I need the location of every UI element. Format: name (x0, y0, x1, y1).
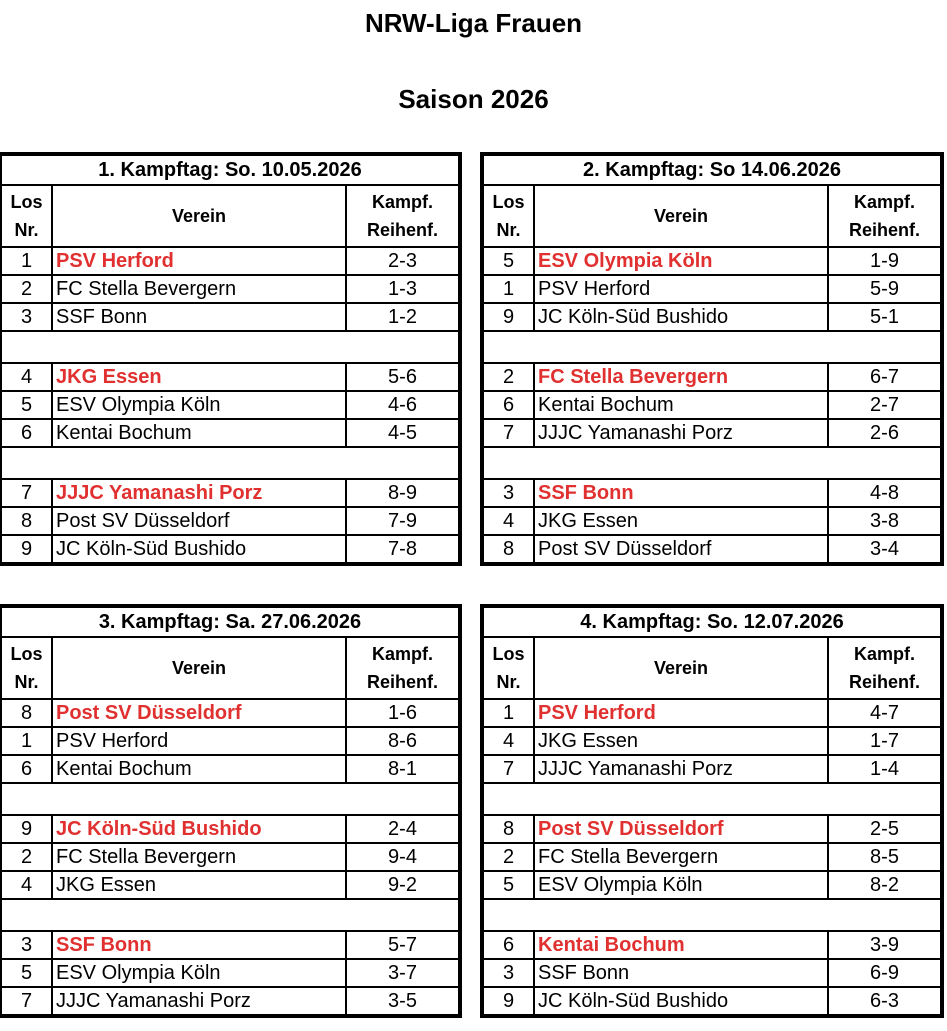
fight-order-cell: 8-6 (346, 727, 460, 755)
club-name-cell: PSV Herford (52, 727, 346, 755)
club-name-cell: Post SV Düsseldorf (534, 535, 828, 564)
los-nr-cell: 5 (482, 247, 534, 275)
club-name-cell: ESV Olympia Köln (52, 391, 346, 419)
table-row (0, 843, 460, 871)
fight-order-cell: 2-5 (828, 815, 942, 843)
table-row (482, 843, 942, 871)
group-spacer (0, 783, 460, 815)
column-header-los-line2: Nr. (14, 672, 39, 692)
club-name-cell: Kentai Bochum (52, 755, 346, 783)
los-nr-cell: 8 (482, 535, 534, 564)
group-spacer-cell (482, 331, 942, 363)
los-nr-cell: 7 (482, 755, 534, 783)
fight-order-cell: 2-4 (346, 815, 460, 843)
fight-order-cell: 4-6 (346, 391, 460, 419)
kampftag-table (480, 152, 944, 566)
los-nr-cell: 5 (0, 959, 52, 987)
fight-order-cell: 7-9 (346, 507, 460, 535)
table-row (482, 755, 942, 783)
table-row (482, 727, 942, 755)
table-row (482, 275, 942, 303)
club-name-cell: JKG Essen (534, 507, 828, 535)
club-name-cell: ESV Olympia Köln (534, 871, 828, 899)
club-name-cell: ESV Olympia Köln (52, 959, 346, 987)
kampftag-title: 2. Kampftag: So 14.06.2026 (482, 154, 942, 185)
los-nr-cell: 9 (482, 303, 534, 331)
kampftag-title: 1. Kampftag: So. 10.05.2026 (0, 154, 460, 185)
group-spacer-cell (0, 331, 460, 363)
fight-order-cell: 5-1 (828, 303, 942, 331)
club-name-cell: SSF Bonn (534, 959, 828, 987)
fight-order-cell: 9-2 (346, 871, 460, 899)
column-header-kampf-line2: Reihenf. (366, 672, 438, 692)
kampftag-4-block (480, 604, 944, 1018)
los-nr-cell: 2 (482, 363, 534, 391)
group-spacer (482, 447, 942, 479)
column-header-kampf-line1: Kampf. (371, 192, 433, 212)
fight-order-cell: 4-5 (346, 419, 460, 447)
column-header-los (0, 637, 52, 699)
club-name-cell: JKG Essen (52, 871, 346, 899)
los-nr-cell: 6 (0, 419, 52, 447)
los-nr-cell: 9 (0, 535, 52, 564)
club-name-cell: FC Stella Bevergern (534, 363, 828, 391)
fight-order-cell: 1-2 (346, 303, 460, 331)
column-header-los (482, 637, 534, 699)
fight-order-cell: 8-5 (828, 843, 942, 871)
table-row (0, 275, 460, 303)
table-row (482, 959, 942, 987)
table-row (0, 987, 460, 1016)
club-name-cell: FC Stella Bevergern (534, 843, 828, 871)
fight-order-cell: 6-9 (828, 959, 942, 987)
group-spacer (482, 331, 942, 363)
kampftag-3-block (0, 604, 462, 1018)
los-nr-cell: 4 (0, 871, 52, 899)
fight-order-cell: 3-4 (828, 535, 942, 564)
table-row-host (0, 479, 460, 507)
kampftag-table (0, 152, 462, 566)
los-nr-cell: 5 (0, 391, 52, 419)
fight-order-cell: 2-6 (828, 419, 942, 447)
fight-order-cell: 6-3 (828, 987, 942, 1016)
fight-order-cell: 8-2 (828, 871, 942, 899)
club-name-cell: Kentai Bochum (52, 419, 346, 447)
table-row-host (0, 363, 460, 391)
column-header-kampf-line1: Kampf. (853, 644, 915, 664)
table-row-host (482, 815, 942, 843)
los-nr-cell: 7 (482, 419, 534, 447)
fight-order-cell: 3-9 (828, 931, 942, 959)
table-row-host (482, 931, 942, 959)
column-header-verein: Verein (534, 637, 828, 699)
column-header-los (0, 185, 52, 247)
table-row (482, 419, 942, 447)
los-nr-cell: 5 (482, 871, 534, 899)
club-name-cell: SSF Bonn (52, 931, 346, 959)
group-spacer-cell (0, 899, 460, 931)
los-nr-cell: 6 (482, 391, 534, 419)
los-nr-cell: 3 (0, 303, 52, 331)
fight-order-cell: 4-7 (828, 699, 942, 727)
fight-order-cell: 3-8 (828, 507, 942, 535)
group-spacer-cell (0, 447, 460, 479)
table-row (482, 391, 942, 419)
column-header-kampf (828, 185, 942, 247)
table-row (482, 871, 942, 899)
club-name-cell: Post SV Düsseldorf (534, 815, 828, 843)
club-name-cell: Post SV Düsseldorf (52, 699, 346, 727)
kampftag-table (0, 604, 462, 1018)
column-header-kampf-line2: Reihenf. (848, 672, 920, 692)
fight-order-cell: 1-4 (828, 755, 942, 783)
season-title: Saison 2026 (398, 84, 549, 114)
column-header-los-line2: Nr. (496, 220, 521, 240)
los-nr-cell: 2 (482, 843, 534, 871)
table-row-host (0, 247, 460, 275)
los-nr-cell: 3 (482, 959, 534, 987)
los-nr-cell: 4 (0, 363, 52, 391)
table-row-host (0, 931, 460, 959)
fight-order-cell: 1-9 (828, 247, 942, 275)
fight-order-cell: 1-3 (346, 275, 460, 303)
group-spacer (0, 331, 460, 363)
group-spacer (482, 899, 942, 931)
group-spacer (0, 447, 460, 479)
fight-order-cell: 3-7 (346, 959, 460, 987)
column-header-kampf (346, 185, 460, 247)
column-header-verein: Verein (52, 637, 346, 699)
los-nr-cell: 8 (482, 815, 534, 843)
los-nr-cell: 9 (482, 987, 534, 1016)
club-name-cell: SSF Bonn (52, 303, 346, 331)
column-header-los-line2: Nr. (496, 672, 521, 692)
los-nr-cell: 2 (0, 275, 52, 303)
column-header-los (482, 185, 534, 247)
club-name-cell: Kentai Bochum (534, 931, 828, 959)
fight-order-cell: 2-7 (828, 391, 942, 419)
column-header-kampf-line1: Kampf. (853, 192, 915, 212)
kampftag-table (480, 604, 944, 1018)
column-header-los-line1: Los (492, 192, 525, 212)
fight-order-cell: 2-3 (346, 247, 460, 275)
club-name-cell: PSV Herford (534, 275, 828, 303)
column-header-verein: Verein (534, 185, 828, 247)
kampftag-title: 4. Kampftag: So. 12.07.2026 (482, 606, 942, 637)
club-name-cell: ESV Olympia Köln (534, 247, 828, 275)
table-row (0, 959, 460, 987)
kampftag-1-block (0, 152, 462, 566)
table-row-host (0, 699, 460, 727)
fight-order-cell: 5-7 (346, 931, 460, 959)
club-name-cell: FC Stella Bevergern (52, 843, 346, 871)
club-name-cell: SSF Bonn (534, 479, 828, 507)
table-row (0, 755, 460, 783)
los-nr-cell: 9 (0, 815, 52, 843)
table-row (0, 303, 460, 331)
club-name-cell: Post SV Düsseldorf (52, 507, 346, 535)
club-name-cell: JC Köln-Süd Bushido (534, 303, 828, 331)
club-name-cell: PSV Herford (52, 247, 346, 275)
fight-order-cell: 4-8 (828, 479, 942, 507)
club-name-cell: JC Köln-Süd Bushido (52, 535, 346, 564)
group-spacer-cell (0, 783, 460, 815)
fight-order-cell: 9-4 (346, 843, 460, 871)
kampftag-2-block (480, 152, 944, 566)
table-row (0, 391, 460, 419)
column-header-kampf (346, 637, 460, 699)
club-name-cell: PSV Herford (534, 699, 828, 727)
group-spacer (0, 899, 460, 931)
los-nr-cell: 1 (0, 727, 52, 755)
los-nr-cell: 4 (482, 727, 534, 755)
los-nr-cell: 8 (0, 699, 52, 727)
fight-order-cell: 6-7 (828, 363, 942, 391)
table-row (0, 727, 460, 755)
los-nr-cell: 1 (482, 699, 534, 727)
group-spacer-cell (482, 447, 942, 479)
club-name-cell: JJJC Yamanashi Porz (534, 755, 828, 783)
los-nr-cell: 7 (0, 479, 52, 507)
los-nr-cell: 1 (0, 247, 52, 275)
los-nr-cell: 3 (0, 931, 52, 959)
club-name-cell: JJJC Yamanashi Porz (52, 479, 346, 507)
club-name-cell: FC Stella Bevergern (52, 275, 346, 303)
column-header-kampf (828, 637, 942, 699)
table-row (0, 419, 460, 447)
group-spacer-cell (482, 899, 942, 931)
fight-order-cell: 5-6 (346, 363, 460, 391)
fight-order-cell: 8-9 (346, 479, 460, 507)
club-name-cell: JKG Essen (534, 727, 828, 755)
table-row (0, 871, 460, 899)
table-row (482, 535, 942, 564)
column-header-los-line2: Nr. (14, 220, 39, 240)
fight-order-cell: 1-6 (346, 699, 460, 727)
club-name-cell: JJJC Yamanashi Porz (52, 987, 346, 1016)
table-row-host (482, 247, 942, 275)
page-title: NRW-Liga Frauen (364, 8, 583, 38)
club-name-cell: Kentai Bochum (534, 391, 828, 419)
table-row-host (482, 363, 942, 391)
fight-order-cell: 5-9 (828, 275, 942, 303)
column-header-kampf-line2: Reihenf. (848, 220, 920, 240)
table-row (0, 535, 460, 564)
column-header-verein: Verein (52, 185, 346, 247)
club-name-cell: JJJC Yamanashi Porz (534, 419, 828, 447)
table-row (482, 987, 942, 1016)
los-nr-cell: 8 (0, 507, 52, 535)
group-spacer-cell (482, 783, 942, 815)
club-name-cell: JC Köln-Süd Bushido (534, 987, 828, 1016)
group-spacer (482, 783, 942, 815)
kampftag-title: 3. Kampftag: Sa. 27.06.2026 (0, 606, 460, 637)
column-header-los-line1: Los (10, 644, 43, 664)
fight-order-cell: 7-8 (346, 535, 460, 564)
club-name-cell: JKG Essen (52, 363, 346, 391)
fight-order-cell: 1-7 (828, 727, 942, 755)
los-nr-cell: 3 (482, 479, 534, 507)
column-header-los-line1: Los (492, 644, 525, 664)
los-nr-cell: 6 (482, 931, 534, 959)
los-nr-cell: 2 (0, 843, 52, 871)
club-name-cell: JC Köln-Süd Bushido (52, 815, 346, 843)
fight-order-cell: 8-1 (346, 755, 460, 783)
column-header-los-line1: Los (10, 192, 43, 212)
los-nr-cell: 6 (0, 755, 52, 783)
column-header-kampf-line2: Reihenf. (366, 220, 438, 240)
los-nr-cell: 4 (482, 507, 534, 535)
fight-order-cell: 3-5 (346, 987, 460, 1016)
table-row-host (482, 699, 942, 727)
table-row (482, 507, 942, 535)
los-nr-cell: 1 (482, 275, 534, 303)
table-row (482, 303, 942, 331)
table-row-host (0, 815, 460, 843)
table-row-host (482, 479, 942, 507)
column-header-kampf-line1: Kampf. (371, 644, 433, 664)
los-nr-cell: 7 (0, 987, 52, 1016)
table-row (0, 507, 460, 535)
